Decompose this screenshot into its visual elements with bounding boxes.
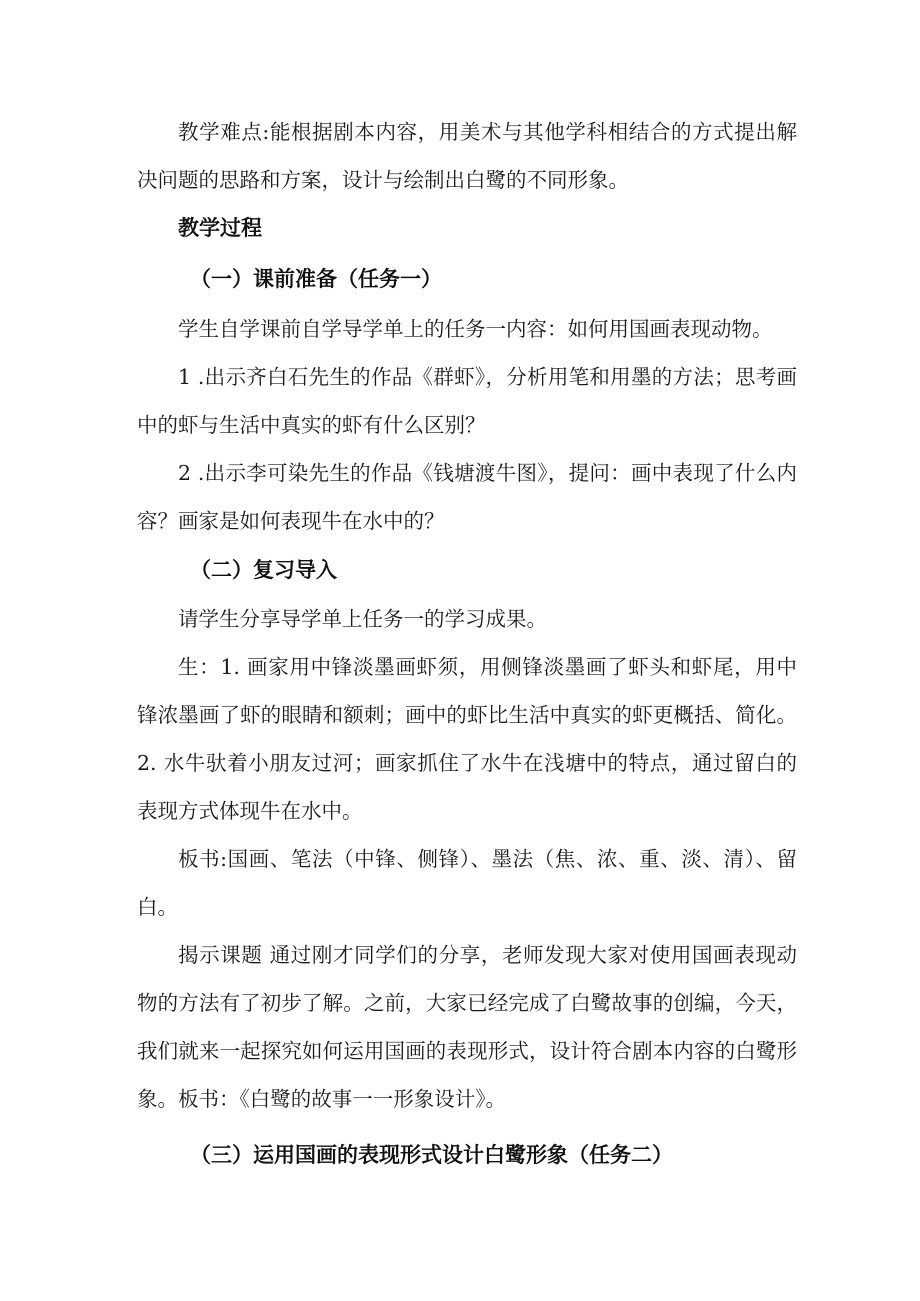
- paragraph-reveal-topic: 揭示课题 通过刚才同学们的分享，老师发现大家对使用国画表现动物的方法有了初步了解。之前，大家已经完成了白鹭故事的创编，今天，我们就来一起探究如何运用国画的表现形式，设计符合剧本内容的白鹭形象。: [137, 943, 797, 1111]
- heading-section-1: （一）课前准备（任务一）: [190, 267, 442, 291]
- paragraph-share: 请学生分享导学单上任务一的学习成果。: [178, 607, 547, 631]
- paragraph-board-2: 板书：《白鹭的故事一一形象设计》。: [178, 1087, 506, 1111]
- paragraph-preview-intro: 学生自学课前自学导学单上的任务一内容：如何用国画表现动物。: [178, 317, 773, 341]
- heading-section-2: （二）复习导入: [190, 558, 337, 582]
- heading-teaching-process: 教学过程: [178, 216, 262, 240]
- heading-section-3: （三）运用国画的表现形式设计白鹭形象（任务二）: [190, 1143, 673, 1167]
- paragraph-board-1: 板书:国画、笔法（中锋、侧锋）、墨法（焦、浓、重、淡、清）、留白。: [137, 847, 797, 919]
- paragraph-teaching-difficulty: 教学难点:能根据剧本内容，用美术与其他学科相结合的方式提出解决问题的思路和方案，设计与绘制出白鹭的不同形象。: [137, 120, 797, 192]
- paragraph-student-answer: 生：1. 画家用中锋淡墨画虾须，用侧锋淡墨画了虾头和虾尾，用中锋浓墨画了虾的眼睛和额刺；画中的虾比生活中真实的虾更概括、简化。2. 水牛驮着小朋友过河；画家抓住了水牛在浅塘中的特点，通过留白的表现方式体现牛在水中。: [137, 655, 797, 823]
- paragraph-item-1: 1 .出示齐白石先生的作品《群虾》，分析用笔和用墨的方法；思考画中的虾与生活中真实的虾有什么区别？: [137, 365, 797, 437]
- paragraph-item-2: 2 .出示李可染先生的作品《钱塘渡牛图》，提问：画中表现了什么内容？画家是如何表现牛在水中的？: [137, 461, 797, 533]
